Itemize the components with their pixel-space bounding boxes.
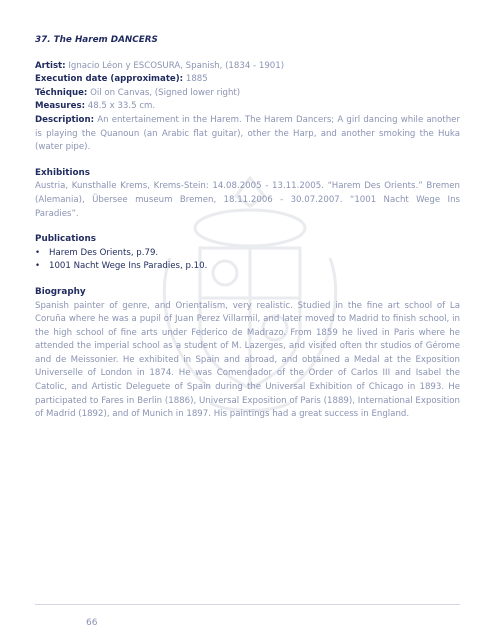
field-label: Measures:	[35, 101, 86, 112]
page-number: 66	[86, 618, 98, 628]
exhibitions-heading: Exhibitions	[35, 167, 91, 178]
field-technique	[35, 87, 460, 101]
footer-divider	[35, 604, 460, 605]
field-value: 48.5 x 33.5 cm.	[87, 101, 156, 112]
list-item: • 1001 Nacht Wege Ins Paradies, p.10.	[35, 260, 460, 274]
field-measures	[35, 100, 460, 114]
biography-text: Spanish painter of genre, and Orientalism, very realistic. Studied in the fine art school of La Coruña where he was a pupil of Juan Perez Villarmil, and later moved to Madrid to finish school, in the high school of fine arts under Federico de Madrazo. From 1859 he lived in Paris where he attended the imperial school as a student of M. Lazerges, and visited often thr studios of Gérome and de Meissonier. He exhibited in Spain and abroad, and obtained a Medal at the Exposition Universelle of London in 1874. He was Comendador of the Order of Carlos III and Isabel the Catolic, and Artistic Deleguete of Spain during the Universal Exhibition of Chicago in 1893. He participated to Fares in Berlin (1886), Universal Exposition of Paris (1889), International Exposition of Madrid (1892), and of Munich in 1897. His paintings had a great success in England.	[35, 300, 460, 420]
field-value: Oil on Canvas, (Signed lower right)	[90, 87, 241, 98]
list-item: • Harem Des Orients, p.79.	[35, 247, 460, 261]
field-value: 1885	[185, 74, 208, 85]
biography-heading: Biography	[35, 286, 86, 297]
field-value: Ignacio Léon y ESCOSURA, Spanish, (1834 - 1901)	[68, 60, 285, 71]
field-label: Execution date (approximate):	[35, 74, 184, 85]
field-label: Artist:	[35, 60, 66, 71]
entry-content	[35, 34, 460, 422]
entry-title: 37. The Harem DANCERS	[35, 35, 158, 45]
field-description	[35, 114, 460, 155]
field-value: An entertainement in the Harem. The Harem Dancers; A girl dancing while another is playing the Quanoun (an Arabic flat guitar), other the Harp, and another smoking the Huka (water pipe).	[35, 114, 461, 153]
field-label: Description:	[35, 114, 95, 125]
field-execution-date	[35, 73, 460, 87]
field-label: Téchnique:	[35, 87, 88, 98]
field-artist	[35, 60, 460, 74]
exhibitions-text: Austria, Kunsthalle Krems, Krems-Stein: 14.08.2005 - 13.11.2005. “Harem Des Orients.” Bremen (Alemania), Übersee museum Bremen, 18.11.2006 - 30.07.2007. “1001 Nacht Wege Ins Paradies”.	[35, 181, 460, 219]
publications-heading: Publications	[35, 234, 96, 245]
publications-list	[35, 247, 460, 274]
